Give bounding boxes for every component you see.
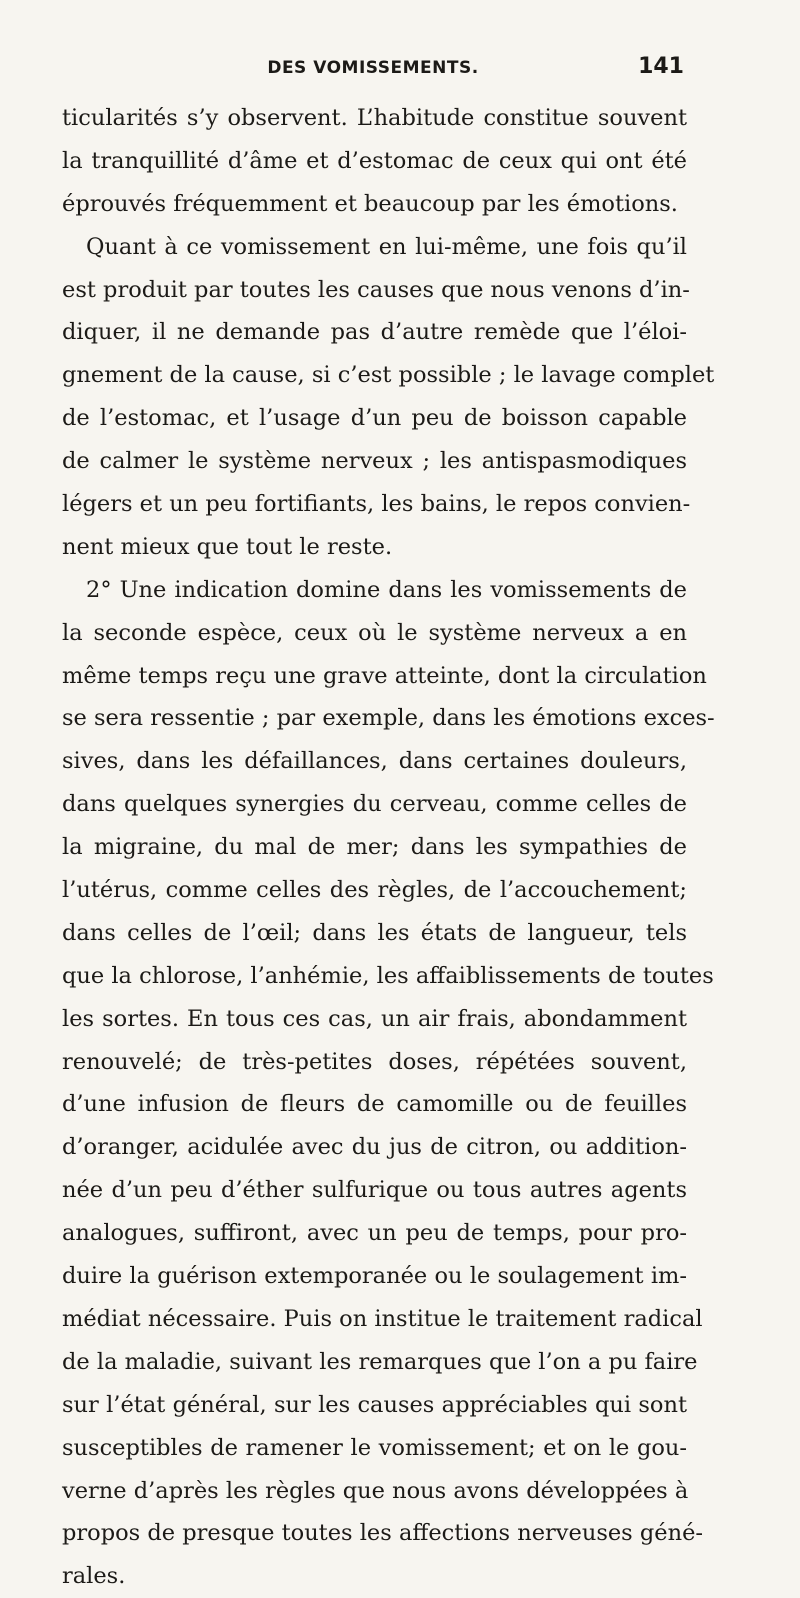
running-title: DES VOMISSEMENTS. [267,58,479,78]
text-line: nent mieux que tout le reste. [62,533,393,560]
text-line: gnement de la cause, si c’est possible ; le lavage complet [62,362,715,389]
text-line: se sera ressentie ; par exemple, dans les émotions exces- [62,705,715,732]
text-line: sur l’état général, sur les causes appréciables qui sont [62,1391,687,1418]
text-line: éprouvés fréquemment et beaucoup par les émotions. [62,190,678,217]
text-line: née d’un peu d’éther sulfurique ou tous autres agents [62,1177,687,1204]
text-line: susceptibles de ramener le vomissement; et on le gou- [62,1434,687,1461]
text-line: renouvelé; de très-petites doses, répétées souvent, [62,1048,687,1075]
text-line: propos de presque toutes les affections nerveuses géné- [62,1520,704,1547]
text-line: analogues, suffiront, avec un peu de temps, pour pro- [62,1220,687,1247]
text-line: dans celles de l’œil; dans les états de langueur, tels [62,919,687,946]
text-line: 2° Une indication domine dans les vomissements de [86,576,687,603]
text-line: de calmer le système nerveux ; les antispasmodiques [62,448,687,475]
text-line: la migraine, du mal de mer; dans les sympathies de [62,834,687,861]
text-line: dans quelques synergies du cerveau, comme celles de [62,791,687,818]
text-line: verne d’après les règles que nous avons développées à [62,1477,689,1504]
text-line: la tranquillité d’âme et d’estomac de ceux qui ont été [62,147,687,174]
running-head [62,54,684,88]
text-line: d’une infusion de fleurs de camomille ou de feuilles [62,1091,687,1118]
text-line: que la chlorose, l’anhémie, les affaiblissements de toutes [62,962,714,989]
text-line: la seconde espèce, ceux où le système nerveux a en [62,619,687,646]
text-line: sives, dans les défaillances, dans certaines douleurs, [62,748,687,775]
text-line: légers et un peu fortifiants, les bains, le repos convien- [62,491,691,518]
text-line: rales. [62,1563,126,1590]
text-line: les sortes. En tous ces cas, un air frais, abondamment [62,1005,687,1032]
body-text [62,97,715,1598]
text-line: médiat nécessaire. Puis on institue le traitement radical [62,1305,703,1332]
text-line: Quant à ce vomissement en lui-même, une fois qu’il [86,233,687,260]
text-line: diquer, il ne demande pas d’autre remède que l’éloi- [62,319,687,346]
text-line: ticularités s’y observent. L’habitude constitue souvent [62,105,687,131]
text-line: d’oranger, acidulée avec du jus de citron, ou addition- [62,1134,687,1161]
text-line: duire la guérison extemporanée ou le soulagement im- [62,1263,687,1290]
text-line: l’utérus, comme celles des règles, de l’accouchement; [62,877,687,904]
text-line: de la maladie, suivant les remarques que l’on a pu faire [62,1348,698,1375]
text-line: de l’estomac, et l’usage d’un peu de boisson capable [62,405,687,432]
text-line: même temps reçu une grave atteinte, dont la circulation [62,662,707,689]
page-number: 141 [638,54,684,79]
text-line: est produit par toutes les causes que nous venons d’in- [62,276,690,303]
